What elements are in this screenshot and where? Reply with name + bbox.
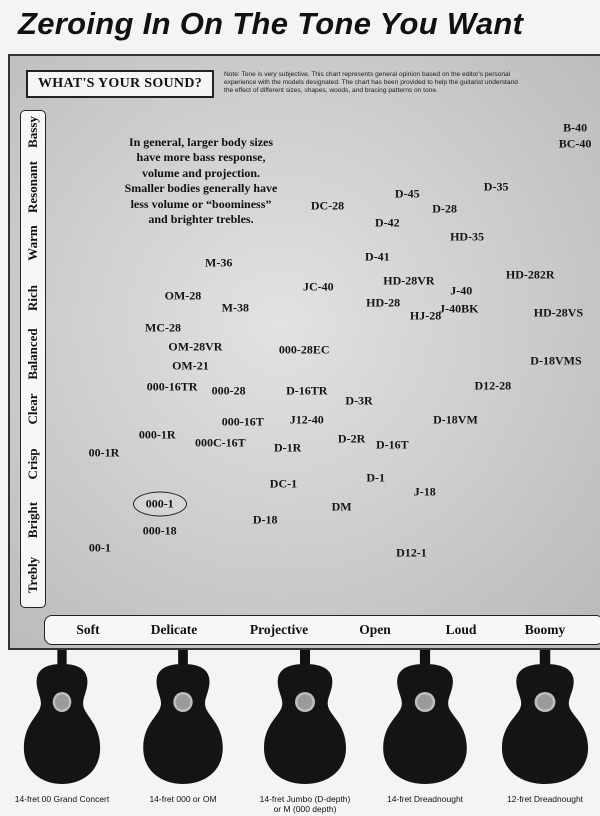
data-point: M-38: [221, 300, 249, 315]
chart-note: [224, 71, 600, 95]
data-point: HD-35: [450, 229, 485, 244]
data-point: DC-28: [310, 198, 345, 213]
data-point: HJ-28: [409, 308, 442, 323]
chart-title: WHAT'S YOUR SOUND?: [26, 70, 214, 98]
note-line: the effect of different sizes, shapes, woods, and bracing patterns on tone.: [224, 87, 438, 94]
data-point: D-18VMS: [530, 353, 582, 368]
x-tick-label: Open: [359, 622, 391, 637]
data-point: 000-1R: [138, 427, 176, 442]
guitar-caption: [15, 795, 110, 805]
data-point: D-3R: [345, 393, 373, 408]
description-line: volume and projection.: [141, 165, 261, 180]
guitar-silhouette-icon: [7, 650, 117, 790]
guitar-caption-line: 12-fret Dreadnought: [506, 794, 584, 804]
y-tick-label: Bassy: [25, 116, 40, 148]
description-line: and brighter trebles.: [148, 212, 254, 227]
chart-description: [106, 135, 296, 227]
data-point: BC-40: [558, 136, 592, 151]
y-tick-label: Crisp: [25, 448, 40, 480]
guitar-caption: [260, 795, 351, 814]
guitar-caption-line: or M (000 depth): [273, 803, 337, 814]
data-point: J12-40: [289, 412, 324, 427]
y-tick-label: Resonant: [25, 161, 40, 214]
page-headline: Zeroing In On The Tone You Want: [18, 6, 524, 41]
guitar-caption: [149, 795, 216, 805]
data-point: B-40: [563, 120, 588, 135]
description-line: less volume or “boominess”: [130, 196, 272, 211]
note-line: experience with the models designated. The chart has been provided to help the guitarist understand: [224, 79, 518, 86]
data-point: 00-1: [88, 540, 111, 555]
data-point: 000-28: [211, 383, 246, 397]
description-line: Smaller bodies generally have: [124, 181, 278, 196]
data-point: M-36: [205, 255, 233, 270]
guitar-caption: [507, 795, 583, 805]
data-point: D-18: [252, 512, 278, 527]
data-point: DM: [331, 499, 352, 514]
guitar-caption-line: 14-fret Jumbo (D-depth): [259, 794, 351, 804]
guitar-caption-line: 14-fret Dreadnought: [386, 794, 464, 804]
y-tick-label: Clear: [25, 393, 40, 425]
data-point: 000-28EC: [278, 342, 330, 357]
x-tick-label: Loud: [445, 622, 477, 637]
data-point: J-18: [413, 484, 436, 499]
y-tick-label: Balanced: [25, 327, 40, 380]
data-point: JC-40: [303, 279, 334, 294]
data-point: D-1R: [273, 440, 302, 455]
data-point: 000-18: [142, 523, 177, 538]
guitar-caption: [387, 795, 463, 805]
data-point: MC-28: [145, 320, 181, 335]
note-line: Note: Tone is very subjective. This chart represents general opinion based on the editor's personal: [224, 71, 511, 78]
data-point: D12-28: [474, 378, 512, 393]
guitar-caption-line: 14-fret 00 Grand Concert: [14, 794, 110, 804]
x-axis-bar: [44, 615, 600, 645]
guitar-silhouette-icon: [250, 650, 360, 790]
description-line: have more bass response,: [136, 150, 266, 165]
data-point: D-45: [394, 186, 420, 201]
description-line: In general, larger body sizes: [128, 135, 274, 149]
data-point: D-28: [432, 201, 457, 216]
y-tick-label: Rich: [25, 285, 40, 312]
data-point: D-18VM: [433, 412, 478, 427]
y-tick-label: Bright: [25, 501, 40, 538]
data-point: DC-1: [269, 476, 298, 491]
data-point: D-1: [366, 470, 386, 485]
x-tick-label: Delicate: [150, 622, 198, 637]
data-point: D-42: [374, 215, 400, 230]
data-point: OM-28: [164, 288, 202, 302]
data-point: OM-21: [172, 358, 209, 373]
data-point: 000-16T: [221, 414, 264, 429]
data-point: HD-28VS: [533, 305, 584, 320]
data-point: HD-28VR: [383, 273, 435, 288]
data-point: HD-28: [366, 295, 401, 310]
data-point: D-41: [365, 249, 390, 264]
data-point: 000-16TR: [146, 379, 198, 394]
data-point: D-16T: [375, 437, 409, 452]
data-point: 00-1R: [88, 445, 120, 460]
x-tick-label: Soft: [76, 622, 100, 637]
data-point: D-16TR: [286, 383, 328, 397]
data-point: J-40BK: [439, 301, 479, 316]
x-tick-label: Boomy: [524, 622, 566, 637]
guitar-silhouette-icon: [490, 650, 600, 790]
y-tick-label: Trebly: [25, 556, 40, 594]
y-tick-label: Warm: [25, 225, 40, 261]
data-point: HD-282R: [505, 267, 555, 282]
guitar-silhouette-icon: [370, 650, 480, 790]
data-point: J-40: [450, 283, 473, 298]
data-point: D-2R: [337, 431, 366, 446]
guitar-silhouette-icon: [128, 650, 238, 790]
data-point: D12-1: [396, 545, 427, 560]
data-point-highlighted: 000-1: [133, 491, 187, 516]
x-tick-label: Projective: [249, 622, 309, 637]
data-point: OM-28VR: [168, 339, 223, 354]
data-point: D-35: [483, 179, 509, 194]
guitar-caption-line: 14-fret 000 or OM: [149, 794, 217, 804]
data-point: 000C-16T: [194, 435, 246, 450]
